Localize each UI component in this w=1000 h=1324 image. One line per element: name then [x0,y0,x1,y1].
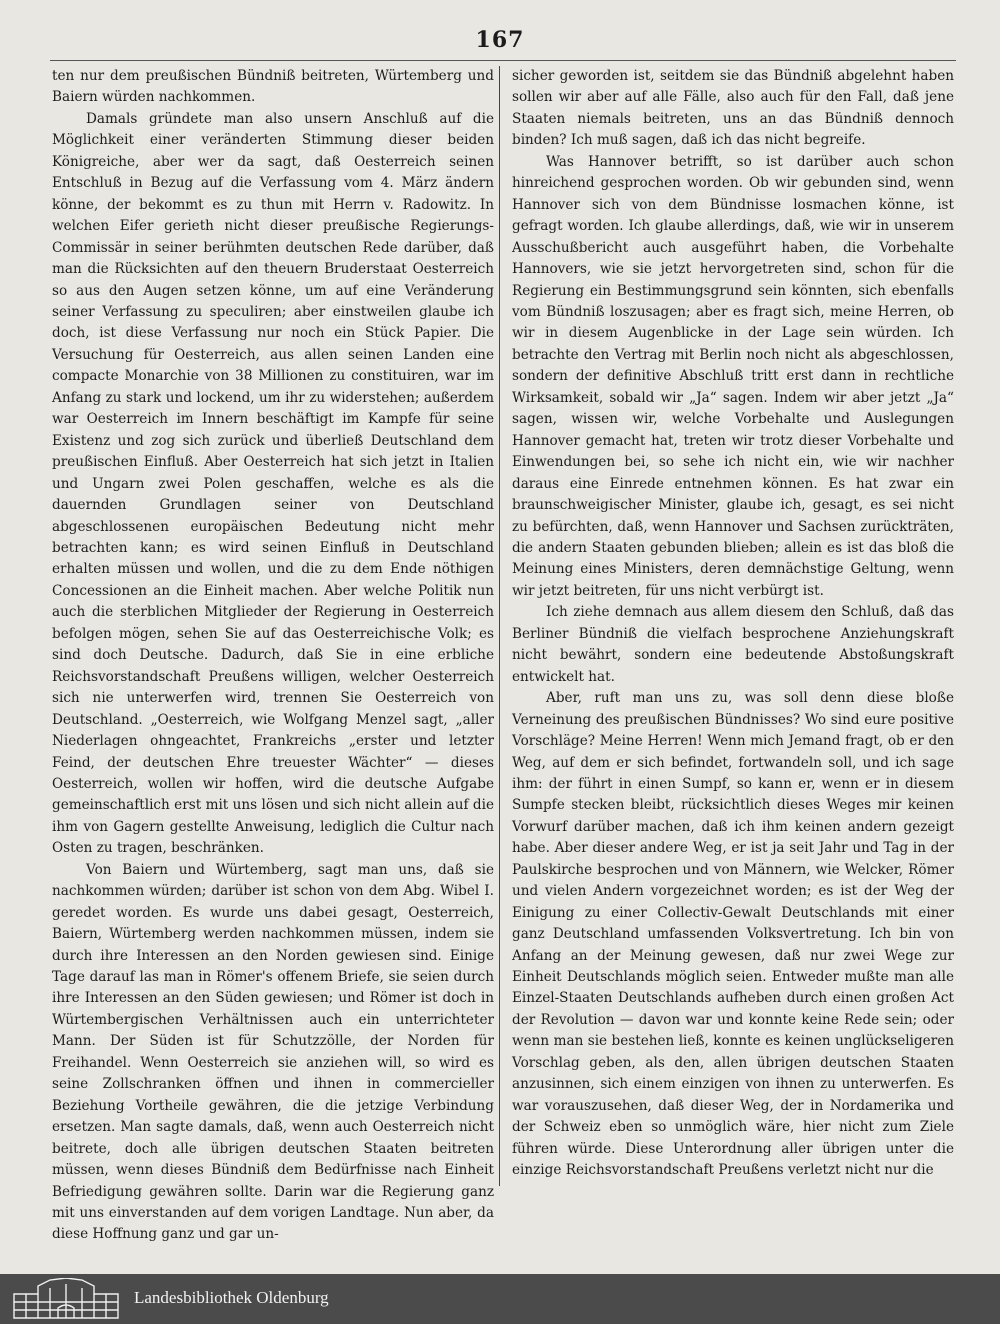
paragraph: Von Baiern und Würtemberg, sagt man uns, daß sie nachkommen würden; darüber ist schon von dem Abg. Wibel I. geredet worden. Es wurde uns dabei gesagt, Oesterreich, Baiern, Würtemberg werden nachkommen müssen, indem sie durch ihre Interessen an den Norden gewiesen sind. Einige Tage darauf las man in Römer's offenem Briefe, sie seien durch ihre Interessen an den Süden gewiesen; und Römer ist doch in Würtembergischen Verhältnissen auch ein unterrichteter Mann. Der Süden ist für Schutzzölle, der Norden für Freihandel. Wenn Oesterreich sie anziehen will, so wird es seine Zollschranken öffnen und ihnen in commercieller Beziehung Vortheile gewähren, die die jetzige Verbindung ersetzen. Man sagte damals, daß, wenn auch Oesterreich nicht beitrete, doch alle übrigen deutschen Staaten beitreten müssen, wenn dieses Bündniß dem Bedürfnisse nach Einheit Befriedigung gewähren sollte. Darin war die Regierung ganz mit uns einverstanden auf dem vorigen Landtage. Nun aber, da diese Hoffnung ganz und gar un- [52,861,494,1243]
paragraph: Was Hannover betrifft, so ist darüber auch schon hinreichend gesprochen worden. Ob wir gebunden sind, wenn Hannover sich von dem Bündnisse losmachen könne, ist gefragt worden. Ich glaube allerdings, daß, wie wir in unserem Ausschußbericht auch ausgeführt haben, die Vorbehalte Hannovers, wie sie jetzt hervorgetreten sind, schon für die Regierung ein Bestimmungsgrund sein könnten, sich ebenfalls vom Bündniß loszusagen; aber es fragt sich, meine Herren, ob wir in diesem Augenblicke in der Lage sein würden. Ich betrachte den Vertrag mit Berlin noch nicht als abgeschlossen, sondern der definitive Abschluß tritt erst dann in rechtliche Wirksamkeit, sobald wir „Ja“ sagen. Indem wir aber jetzt „Ja“ sagen, wissen wir, welche Vorbehalte und Auslegungen Hannover gemacht hat, treten wir trotz dieser Vorbehalte und Einwendungen bei, so sehe ich nicht ein, wie wir nachher daraus eine Einrede entnehmen können. Es hat zwar ein braunschweigischer Minister, glaube ich, gesagt, es sei nicht zu befürchten, daß, wenn Hannover und Sachsen zurückträten, die andern Staaten gebunden blieben; allein es ist das bloß die Meinung eines Ministers, deren demnächstige Geltung, wenn wir jetzt beitreten, für uns nicht verbürgt ist. [512,153,954,599]
library-footer [0,1274,1000,1324]
paragraph: ten nur dem preußischen Bündniß beitreten, Würtemberg und Baiern würden nachkommen. [52,68,494,106]
header-rule [50,60,956,61]
paragraph: Ich ziehe demnach aus allem diesem den Schluß, daß das Berliner Bündniß die vielfach besprochene Anziehungskraft nicht bewährt, sondern eine bedeutende Abstoßungskraft entwickelt hat. [512,604,954,685]
library-name: Landesbibliothek Oldenburg [134,1288,329,1307]
left-column [52,66,494,1246]
right-column [512,66,954,1182]
paragraph: Damals gründete man also unsern Anschluß auf die Möglichkeit einer veränderten Stimmung dieser beiden Königreiche, aber wer da sagt, daß Oesterreich seinen Entschluß in Bezug auf die Verfassung vom 4. März ändern könne, der bekommt es zu thun mit Herrn v. Radowitz. In welchen Eifer gerieth nicht dieser preußische Regierungs-Commissär in seiner berühmten deutschen Rede darüber, daß man die Rücksichten auf den theuern Bruderstaat Oesterreich so aus den Augen setzen könne, um auf eine Veränderung seiner Verfassung zu speculiren; aber einstweilen glaube ich doch, ist diese Verfassung nur noch ein Stück Papier. Die Versuchung für Oesterreich, aus allen seinen Landen eine compacte Monarchie von 38 Millionen zu constituiren, war im Anfang zu stark und lockend, um ihr zu widerstehen; außerdem war Oesterreich im Innern beschäftigt im Kampfe für seine Existenz und zog sich zurück und überließ Deutschland dem preußischen Einfluß. Aber Oesterreich hat sich jetzt in Italien und Ungarn zwei Polen geschaffen, welche es als die dauernden Grundlagen seiner von Deutschland abgeschlossenen europäischen Bedeutung nicht mehr betrachten kann; es wird seinen Einfluß in Deutschland erhalten müssen und wollen, und die zu dem Ende nöthigen Concessionen an die Einheit machen. Aber welche Politik nun auch die sterblichen Mitglieder der Regierung in Oesterreich befolgen mögen, sehen Sie auf das Oesterreichische Volk; es sind doch Deutsche. Dadurch, daß Sie in eine erbliche Reichsvorstandschaft Preußens willigen, welcher Oesterreich sich nie unterwerfen wird, trennen Sie Oesterreich von Deutschland. „Oesterreich, wie Wolfgang Menzel sagt, „aller Niederlagen ohngeachtet, Frankreichs „erster und letzter Feind, der deutschen Ehre treuester Wächter“ — dieses Oesterreich, wollen wir hoffen, wird die deutsche Aufgabe gemeinschaftlich erst mit uns lösen und sich nicht allein auf die ihm von Gagern gestellte Anweisung, lediglich die Cultur nach Osten zu tragen, beschränken. [52,110,494,857]
paragraph: Aber, ruft man uns zu, was soll denn diese bloße Verneinung des preußischen Bündnisses? Wo sind eure positive Vorschläge? Meine Herren! Wenn mich Jemand fragt, ob er den Weg, auf dem er sich befindet, fortwandeln soll, und ich sage ihm: der führt in einen Sumpf, so kann er, wenn er in diesem Sumpfe stecken bleibt, rücksichtlich dieses Weges mir keinen Vorwurf darüber machen, daß ich ihm keinen andern gezeigt habe. Aber dieser andere Weg, er ist ja seit Jahr und Tag in der Paulskirche besprochen und von Männern, wie Welcker, Römer und vielen Andern vorgezeichnet worden; es ist der Weg der Einigung zu einer Collectiv-Gewalt Deutschlands mit einer ganz Deutschland umfassenden Volksvertretung. Ich bin von Anfang an der Meinung gewesen, daß nur zwei Wege zur Einheit Deutschlands möglich seien. Entweder mußte man alle Einzel-Staaten Deutschlands aufheben durch einen großen Act der Revolution — davon war und konnte keine Rede sein; oder wenn man sie bestehen ließ, konnte es keinen unglückseligeren Vorschlag geben, als den, allen übrigen deutschen Staaten anzusinnen, sich einem einzigen von ihnen zu unterwerfen. Es war vorauszusehen, daß dieser Weg, der in Nordamerika und der Schweiz eben so unmöglich wäre, hier nicht zum Ziele führen würde. Diese Unterordnung aller übrigen unter die einzige Reichsvorstandschaft Preußens verletzt nicht nur die [512,690,954,1179]
column-divider [499,66,500,1186]
page-number: 167 [475,27,525,53]
paragraph: sicher geworden ist, seitdem sie das Bündniß abgelehnt haben sollen wir aber auf alle Fälle, also auch für den Fall, daß jene Staaten niemals beitreten, uns an das Bündniß dennoch binden? Ich muß sagen, daß ich das nicht begreife. [512,68,954,149]
library-building-icon [10,1278,122,1320]
